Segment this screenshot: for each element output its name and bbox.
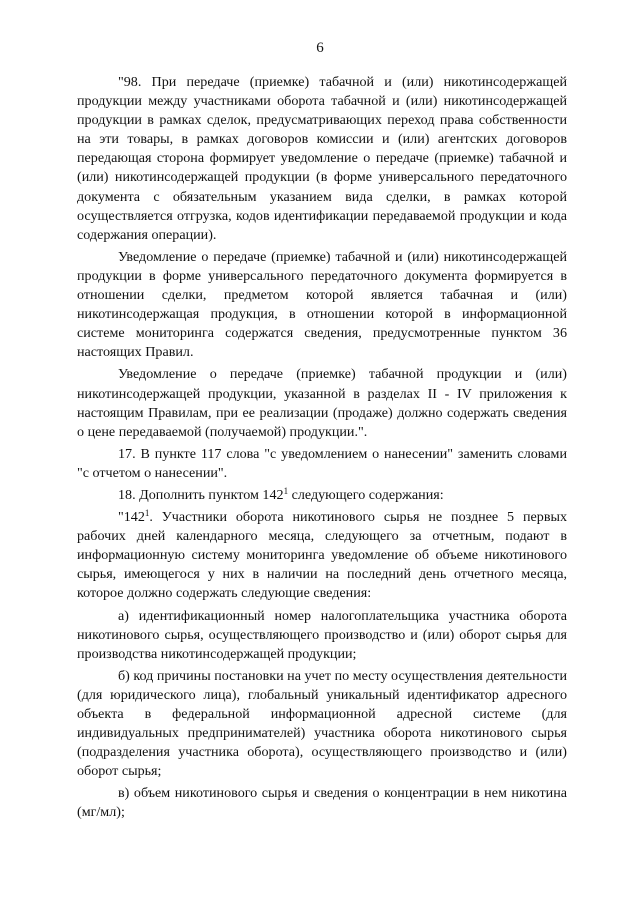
paragraph-item-18-before: 18. Дополнить пунктом 142 <box>118 486 284 503</box>
paragraph-item-18 <box>77 486 567 505</box>
paragraph-subitem-a: а) идентификационный номер налогоплательщика участника оборота никотинового сырья, осуществляющего производство и (или) оборот сырья для производства никотинсодержащей продукции; <box>77 607 567 662</box>
paragraph-subitem-b: б) код причины постановки на учет по месту осуществления деятельности (для юридического лица), глобальный уникальный идентификатор адресного объекта в федеральной информационной адресной системе (для индивидуальных предпринимателей) участника оборота никотинового сырья (подразделения участника оборота), осуществляющего производство и (или) оборот сырья; <box>77 667 567 780</box>
paragraph-item-98: "98. При передаче (приемке) табачной и (или) никотинсодержащей продукции между участниками оборота табачной и (или) никотинсодержащей продукции в рамках сделок, предусматривающих переход права собственности на эти товары, в рамках договоров комиссии и (или) агентских договоров передающая сторона формирует уведомление о передаче (приемке) табачной и (или) никотинсодержащей продукции (в форме универсального передаточного документа с обязательным указанием вида сделки, в рамках которой осуществляется отгрузка, кодов идентификации передаваемой продукции и кода содержания операции). <box>77 74 567 243</box>
paragraph-notification-upd: Уведомление о передаче (приемке) табачной и (или) никотинсодержащей продукции в форме универсального передаточного документа формируется в отношении сделки, предметом которой является табачная и (или) никотинсодержащая продукция, в отношении которой в информационной системе мониторинга содержатся сведения, предусмотренные пунктом 36 настоящих Правил. <box>77 248 567 361</box>
paragraph-item-18-after: следующего содержания: <box>288 486 444 503</box>
paragraph-item-142-1-after: . Участники оборота никотинового сырья не позднее 5 первых рабочих дней календарного месяца, следующего за отчетным, подают в информационную систему мониторинга уведомление об объеме никотинового сырья, имеющегося у них в наличии на последний день отчетного месяца, которое должно содержать следующие сведения: <box>77 509 567 602</box>
page-number: 6 <box>316 40 324 56</box>
paragraph-item-142-1 <box>77 508 567 603</box>
paragraph-item-142-1-before: "142 <box>118 509 145 526</box>
paragraph-item-17: 17. В пункте 117 слова "с уведомлением о нанесении" заменить словами "с отчетом о нанесении". <box>77 445 567 481</box>
superscript-1: 1 <box>283 485 289 496</box>
document-body <box>77 73 567 826</box>
paragraph-notification-price: Уведомление о передаче (приемке) табачной продукции и (или) никотинсодержащей продукции, указанной в разделах II - IV приложения к настоящим Правилам, при ее реализации (продаже) должно содержать сведения о цене передаваемой (получаемой) продукции.". <box>77 366 567 440</box>
paragraph-subitem-v: в) объем никотинового сырья и сведения о концентрации в нем никотина (мг/мл); <box>77 785 567 821</box>
superscript-1: 1 <box>144 508 150 519</box>
